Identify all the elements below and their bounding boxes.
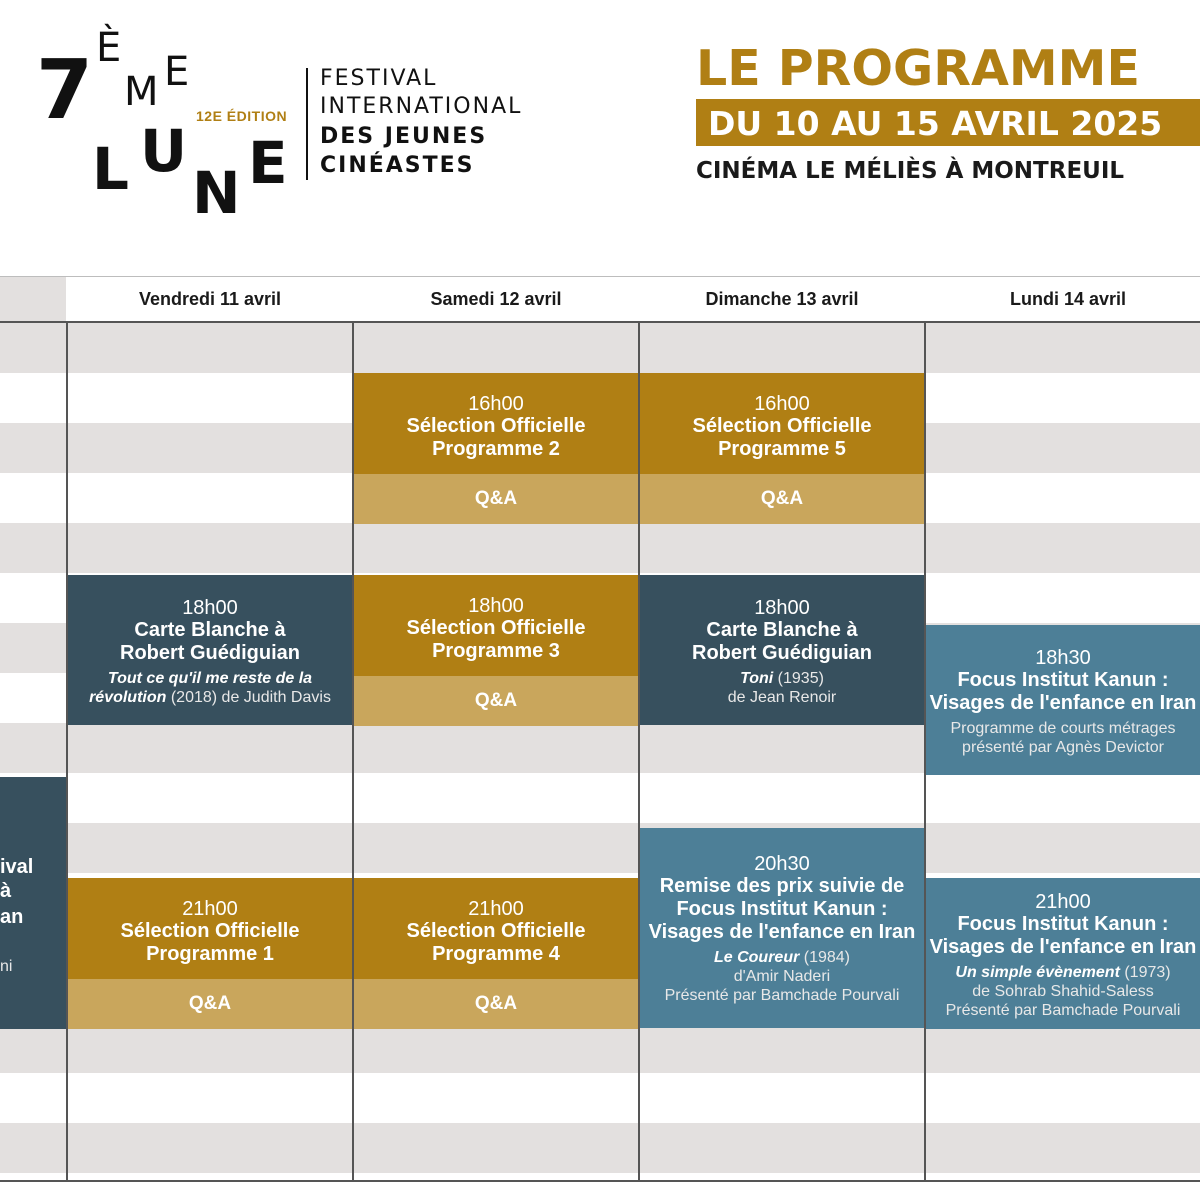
dates-band <box>696 99 1200 146</box>
logo-divider <box>306 68 308 180</box>
event-dimanche-16h00[interactable] <box>640 373 924 474</box>
event-time: 20h30 <box>754 853 810 875</box>
qa-samedi-18h00[interactable]: Q&A <box>354 676 638 726</box>
logo-e2: E <box>248 129 288 197</box>
day-header-stub <box>0 277 66 322</box>
time-slot-row <box>0 823 1200 873</box>
event-film: Tout ce qu'il me reste de la <box>107 670 313 687</box>
qa-dimanche-16h00[interactable]: Q&A <box>640 474 924 524</box>
event-presenter: Présenté par Bamchade Pourvali <box>945 1002 1181 1019</box>
event-director: de Jean Renoir <box>727 689 837 706</box>
event-title: Focus Institut Kanun : <box>957 669 1169 691</box>
event-lundi-18h30[interactable] <box>926 625 1200 775</box>
event-title: Sélection Officielle <box>120 920 300 942</box>
event-film: Toni (1935) <box>740 670 824 687</box>
event-title: Programme 1 <box>146 943 274 965</box>
event-vendredi-18h00[interactable] <box>68 575 352 725</box>
event-time: 16h00 <box>754 393 810 415</box>
event-title: Programme 3 <box>432 640 560 662</box>
event-lundi-21h00[interactable] <box>926 878 1200 1029</box>
event-title: Robert Guédiguian <box>692 642 872 664</box>
logo-e: E <box>164 49 190 95</box>
day-header-sunday: Dimanche 13 avril <box>705 289 859 309</box>
event-time: 21h00 <box>182 898 238 920</box>
time-slot-row <box>0 523 1200 573</box>
grid-bottom-line <box>0 1180 1200 1182</box>
event-title: Carte Blanche à <box>134 619 286 641</box>
logo-n: N <box>192 159 241 227</box>
day-header-saturday: Samedi 12 avril <box>430 289 562 309</box>
time-slot-row <box>0 1123 1200 1173</box>
time-slot-row <box>0 773 1200 823</box>
day-header-friday: Vendredi 11 avril <box>138 289 282 309</box>
event-title: Sélection Officielle <box>406 920 586 942</box>
logo-m: M <box>124 69 159 115</box>
logo-seven: 7 <box>36 43 94 138</box>
logo-l: L <box>92 135 129 203</box>
event-title: Sélection Officielle <box>692 415 872 437</box>
time-slot-row <box>0 1023 1200 1073</box>
festival-line-4: CINÉASTES <box>320 153 475 178</box>
event-title: à <box>0 880 12 902</box>
event-description: Programme de courts métrages <box>950 720 1176 737</box>
event-description: ni <box>0 958 13 975</box>
event-title: Carte Blanche à <box>706 619 858 641</box>
event-time: 18h00 <box>182 597 238 619</box>
event-description: présenté par Agnès Devictor <box>962 739 1164 756</box>
event-time: 18h30 <box>1035 647 1091 669</box>
edition-label: 12E ÉDITION <box>196 108 288 124</box>
qa-samedi-16h00[interactable]: Q&A <box>354 474 638 524</box>
event-jeudi-partial[interactable] <box>0 777 66 1029</box>
event-film: Un simple évènement (1973) <box>955 964 1171 981</box>
event-title: Sélection Officielle <box>406 617 586 639</box>
event-presenter: Présenté par Bamchade Pourvali <box>664 987 900 1004</box>
event-time: 21h00 <box>468 898 524 920</box>
festival-line-1: FESTIVAL <box>320 66 438 91</box>
event-title: Robert Guédiguian <box>120 642 300 664</box>
event-title: Focus Institut Kanun : <box>957 913 1169 935</box>
event-title: Sélection Officielle <box>406 415 586 437</box>
event-title: ival <box>0 856 34 878</box>
venue-label: CINÉMA LE MÉLIÈS À MONTREUIL <box>696 158 1125 184</box>
event-samedi-21h00[interactable] <box>354 878 638 979</box>
event-director: de Sohrab Shahid-Saless <box>972 983 1154 1000</box>
header-divider <box>0 321 1200 323</box>
event-title: Visages de l'enfance en Iran <box>648 921 916 943</box>
event-time: 18h00 <box>754 597 810 619</box>
event-dimanche-20h30[interactable] <box>640 828 924 1028</box>
logo-e-grave: È <box>96 25 122 71</box>
event-title: Programme 4 <box>432 943 560 965</box>
event-film: Le Coureur (1984) <box>713 949 851 966</box>
logo-u: U <box>140 117 188 185</box>
event-film: révolution (2018) de Judith Davis <box>89 689 331 706</box>
time-slot-row <box>0 323 1200 373</box>
event-vendredi-21h00[interactable] <box>68 878 352 979</box>
festival-line-3: DES JEUNES <box>320 124 488 149</box>
day-header-monday: Lundi 14 avril <box>1009 289 1127 309</box>
event-director: d'Amir Naderi <box>733 968 831 985</box>
event-time: 16h00 <box>468 393 524 415</box>
column-divider <box>66 321 68 1181</box>
qa-samedi-21h00[interactable]: Q&A <box>354 979 638 1029</box>
event-samedi-18h00[interactable] <box>354 575 638 676</box>
festival-dates: DU 10 AU 15 AVRIL 2025 <box>708 104 1163 143</box>
event-title: an <box>0 906 24 928</box>
event-title: Programme 2 <box>432 438 560 460</box>
event-title: Visages de l'enfance en Iran <box>929 692 1197 714</box>
event-time: 18h00 <box>468 595 524 617</box>
event-dimanche-18h00[interactable] <box>640 575 924 725</box>
qa-vendredi-21h00[interactable]: Q&A <box>68 979 352 1029</box>
event-time: 21h00 <box>1035 891 1091 913</box>
event-title: Focus Institut Kanun : <box>676 898 888 920</box>
festival-line-2: INTERNATIONAL <box>320 94 523 119</box>
event-samedi-16h00[interactable] <box>354 373 638 474</box>
event-title: Remise des prix suivie de <box>659 875 905 897</box>
programme-title: LE PROGRAMME <box>696 40 1140 97</box>
event-title: Visages de l'enfance en Iran <box>929 936 1197 958</box>
time-slot-row <box>0 1073 1200 1123</box>
event-title: Programme 5 <box>718 438 846 460</box>
